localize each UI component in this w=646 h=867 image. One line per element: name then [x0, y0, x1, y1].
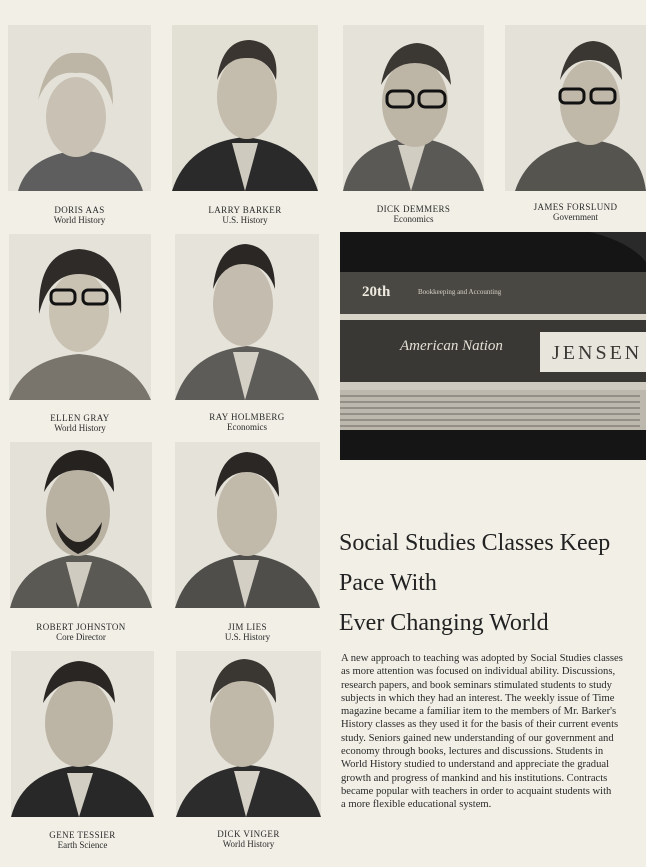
body-line: a more flexible educational system. [341, 799, 492, 811]
staff-name: LARRY BARKER [208, 205, 282, 215]
body-line: economy through books, lectures and discussions. Students in [341, 746, 604, 758]
body-line: A new approach to teaching was adopted by Social Studies classes [341, 653, 623, 664]
headline-line-2: Pace With [339, 570, 437, 596]
headline-line-3: Ever Changing World [339, 610, 549, 636]
staff-role: U.S. History [224, 632, 271, 642]
staff-role: World History [53, 215, 106, 225]
staff-role: Government [553, 212, 598, 222]
body-line: subjects in which they had an interest. The weekly issue of Time [341, 692, 615, 704]
caption-jim-lies [175, 622, 320, 642]
staff-role: Economics [227, 422, 267, 432]
caption-doris-aas [8, 205, 151, 225]
caption-gene-tessier [11, 830, 154, 850]
caption-james-forslund [505, 202, 646, 222]
staff-name: ELLEN GRAY [50, 413, 110, 423]
staff-role: World History [54, 423, 106, 433]
staff-role: Economics [393, 214, 434, 224]
caption-ray-holmberg [175, 412, 319, 432]
staff-name: DICK VINGER [217, 829, 280, 839]
staff-name: GENE TESSIER [49, 830, 116, 840]
body-line: World History studied to understand and appreciate the gradual [341, 759, 610, 771]
book-spine-top-sub: Bookkeeping and Accounting [418, 288, 502, 296]
staff-role: Core Director [56, 632, 106, 642]
portrait-robert-johnston [10, 442, 152, 608]
portrait-ray-holmberg [175, 234, 319, 400]
staff-name: RAY HOLMBERG [209, 412, 285, 422]
body-line: growth and progress of mankind and his institutions. Contracts [341, 772, 608, 784]
body-line: became popular with teachers in order to acquaint students with [341, 785, 612, 797]
books-photo [340, 232, 646, 460]
body-line: as more attention was focused on individual ability. Discussions, [341, 666, 616, 678]
body-line: History classes as they used it for the basis of their current events [341, 719, 619, 731]
article-body [341, 652, 646, 812]
staff-role: World History [222, 839, 275, 849]
body-line: study. Seniors gained new understanding of our government and [341, 732, 614, 744]
staff-name: JAMES FORSLUND [533, 202, 618, 212]
headline-line-1: Social Studies Classes Keep [339, 530, 611, 556]
book-spine-label: JENSEN [552, 342, 643, 364]
caption-ellen-gray [9, 413, 151, 433]
portrait-doris-aas [8, 25, 151, 191]
staff-role: Earth Science [57, 840, 108, 850]
book-spine-top: 20th [362, 284, 391, 300]
body-line: magazine became a familiar item to the members of Mr. Barker's [341, 706, 617, 718]
caption-larry-barker [172, 205, 318, 225]
staff-name: ROBERT JOHNSTON [36, 622, 126, 632]
staff-name: JIM LIES [228, 622, 267, 632]
portrait-dick-vinger [176, 651, 321, 817]
staff-name: DICK DEMMERS [376, 204, 451, 214]
portrait-james-forslund [505, 25, 646, 191]
portrait-larry-barker [172, 25, 318, 191]
caption-dick-demmers [343, 204, 484, 224]
body-line: research papers, and book seminars stimulated students to study [341, 679, 612, 691]
portrait-gene-tessier [11, 651, 154, 817]
caption-dick-vinger [176, 829, 321, 849]
book-spine-middle: American Nation [400, 338, 503, 354]
caption-robert-johnston [10, 622, 152, 642]
portrait-jim-lies [175, 442, 320, 608]
portrait-ellen-gray [9, 234, 151, 400]
staff-role: U.S. History [222, 215, 268, 225]
staff-name: DORIS AAS [54, 205, 105, 215]
portrait-dick-demmers [343, 25, 484, 191]
